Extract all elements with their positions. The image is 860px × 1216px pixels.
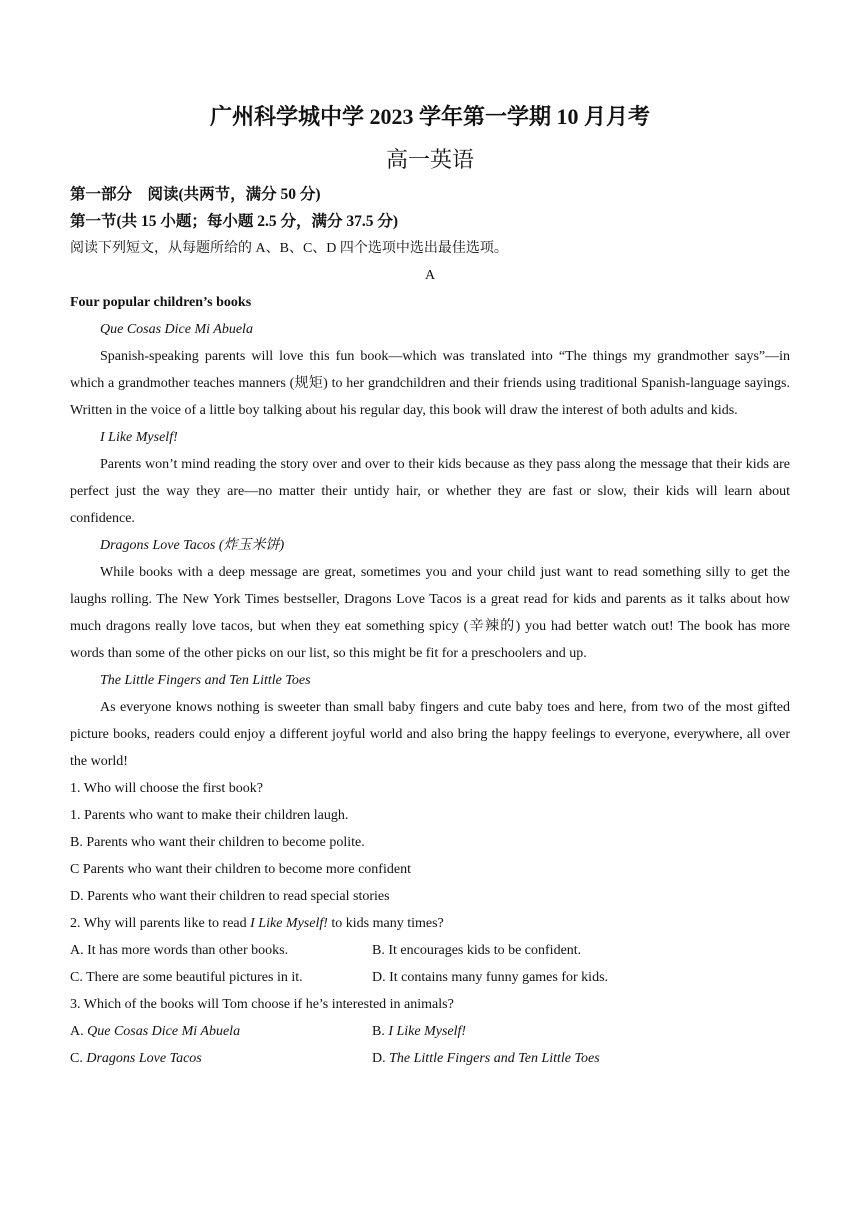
question-2-option-c: C. There are some beautiful pictures in it.: [70, 970, 303, 985]
question-1-option-b: B. Parents who want their children to become polite.: [70, 835, 365, 850]
book-1-title: Que Cosas Dice Mi Abuela: [100, 322, 253, 337]
question-2-stem-pre: 2. Why will parents like to read: [70, 916, 251, 931]
question-3-option-d: [372, 1045, 600, 1072]
book-2-text: Parents won’t mind reading the story over and over to their kids because as they pass along the message that their kids are perfect just the way they are—no matter their untidy hair, or whether they are fast or slow, their kids will learn about confidence.: [70, 457, 790, 526]
book-3-text: While books with a deep message are great, sometimes you and your child just want to read something silly to get the laughs rolling. The New York Times bestseller, Dragons Love Tacos is a great read for kids and parents as it talks about how much dragons really love tacos, but when they eat something spicy (辛辣的) you had better watch out! The book has more words than some of the other picks on our list, so this might be fit for a preschoolers and up.: [70, 565, 790, 661]
instruction-text: 阅读下列短文，从每题所给的 A、B、C、D 四个选项中选出最佳选项。: [70, 241, 508, 256]
book-2-title: I Like Myself!: [100, 430, 178, 445]
question-2-options-row-2: [70, 964, 790, 991]
passage-title: Four popular children’s books: [70, 295, 252, 310]
book-1-text: Spanish-speaking parents will love this fun book—which was translated into “The things my grandmother says”—in which a grandmother teaches manners (规矩) to her grandchildren and their friends using traditional Spanish-language sayings. Written in the voice of a little boy talking about his regular day, this book will draw the interest of both adults and kids.: [70, 349, 790, 418]
question-3-options-row-2: [70, 1045, 790, 1072]
question-1-option-d: D. Parents who want their children to read special stories: [70, 889, 390, 904]
question-2-option-b: B. It encourages kids to be confident.: [372, 943, 582, 958]
question-3-option-a-label: A.: [70, 1024, 88, 1039]
exam-subtitle: 高一英语: [385, 147, 474, 172]
question-3-option-b-label: B.: [372, 1024, 389, 1039]
question-3-option-a: [70, 1018, 372, 1045]
question-2-option-d: D. It contains many funny games for kids.: [372, 970, 609, 985]
question-3-option-c-text: Dragons Love Tacos: [86, 1051, 202, 1066]
question-3-option-b: [372, 1018, 466, 1045]
question-3-option-b-text: I Like Myself!: [388, 1024, 467, 1039]
part-heading: 第一部分 阅读(共两节，满分 50 分): [70, 186, 321, 203]
question-3-option-c-label: C.: [70, 1051, 87, 1066]
question-2-option-a: A. It has more words than other books.: [70, 943, 289, 958]
question-3-option-d-label: D.: [372, 1051, 390, 1066]
exam-page: [70, 96, 790, 1072]
question-2-stem-post: to kids many times?: [327, 916, 444, 931]
question-3-options-row-1: [70, 1018, 790, 1045]
question-1-option-c: C Parents who want their children to become more confident: [70, 862, 411, 877]
exam-title: 广州科学城中学 2023 学年第一学期 10 月月考: [209, 104, 650, 129]
question-1-stem: 1. Who will choose the first book?: [70, 781, 263, 796]
question-3-option-d-text: The Little Fingers and Ten Little Toes: [389, 1051, 600, 1066]
question-3-stem: 3. Which of the books will Tom choose if he’s interested in animals?: [70, 997, 454, 1012]
question-3-option-c: [70, 1045, 372, 1072]
question-2-stem-title: I Like Myself!: [250, 916, 328, 931]
subpart-heading: 第一节(共 15 小题；每小题 2.5 分，满分 37.5 分): [70, 213, 399, 230]
book-3-title: Dragons Love Tacos (炸玉米饼): [100, 538, 285, 553]
question-2-stem: [70, 910, 790, 937]
book-4-text: As everyone knows nothing is sweeter than small baby fingers and cute baby toes and here, from two of the most gifted picture books, readers could enjoy a different joyful world and also bring the happy feelings to everyone, everywhere, all over the world!: [70, 700, 790, 769]
book-4-title: The Little Fingers and Ten Little Toes: [100, 673, 311, 688]
question-1-option-a: 1. Parents who want to make their children laugh.: [70, 808, 349, 823]
passage-letter: A: [424, 268, 436, 283]
question-2-options-row-1: [70, 937, 790, 964]
question-3-option-a-text: Que Cosas Dice Mi Abuela: [87, 1024, 241, 1039]
